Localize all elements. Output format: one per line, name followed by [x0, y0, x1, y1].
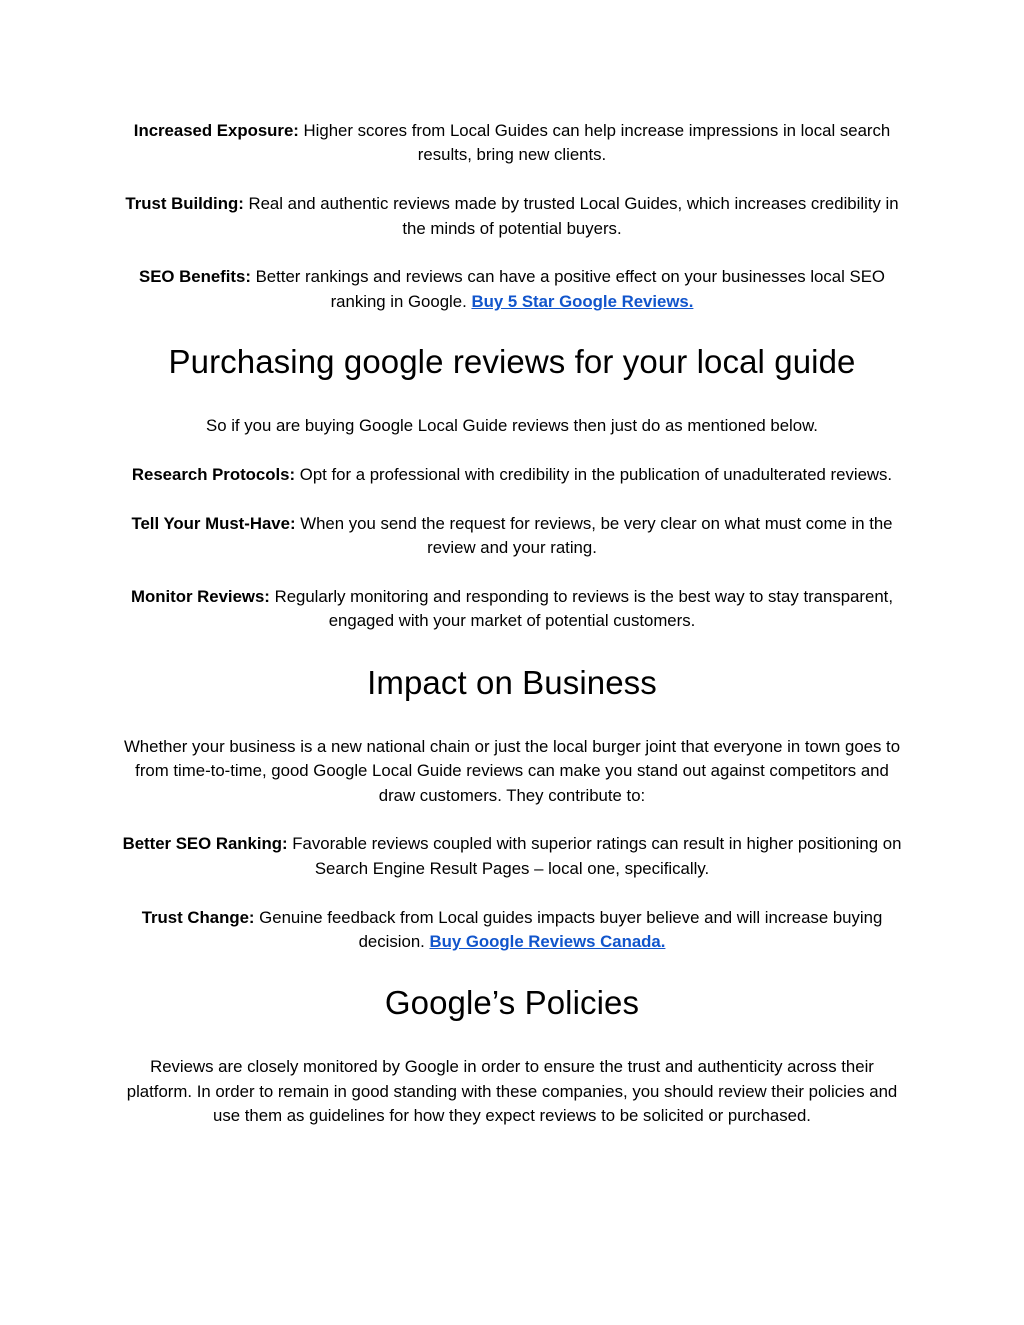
buy-reviews-canada-link[interactable]: Buy Google Reviews Canada. [429, 932, 666, 952]
trust-change-paragraph [122, 906, 902, 955]
seo-ranking-text: Favorable reviews coupled with superior ratings can result in higher positioning on Search Engine Result Pages – local one, specifically. [287, 834, 902, 878]
impact-heading: Impact on Business [367, 663, 657, 701]
seo-benefits-text: Better rankings and reviews can have a positive effect on your businesses local SEO ranking in Google. [250, 267, 885, 311]
buy-5-star-reviews-link[interactable]: Buy 5 Star Google Reviews. [471, 291, 694, 311]
monitor-reviews-text: Regularly monitoring and responding to reviews is the best way to stay transparent, engaged with your market of potential customers. [269, 587, 894, 631]
exposure-paragraph [122, 119, 902, 168]
purchasing-intro: So if you are buying Google Local Guide reviews then just do as mentioned below. [206, 416, 818, 436]
policies-heading: Google’s Policies [384, 984, 640, 1022]
research-protocols-text: Opt for a professional with credibility in the publication of unadulterated reviews. [295, 465, 893, 485]
impact-intro: Whether your business is a new national chain or just the local burger joint that everyone in town goes to from time-to-time, good Google Local Guide reviews can make you stand out against competitors and draw customers. They contribute to: [123, 736, 901, 805]
seo-benefits-label: SEO Benefits: [139, 267, 251, 287]
must-have-label: Tell Your Must-Have: [131, 513, 296, 533]
must-have-text: When you send the request for reviews, be very clear on what must come in the review and your rating. [295, 513, 893, 558]
trust-building-paragraph [122, 192, 902, 241]
research-protocols-label: Research Protocols: [131, 465, 296, 485]
seo-ranking-label: Better SEO Ranking: [122, 834, 288, 854]
seo-ranking-paragraph [122, 832, 902, 881]
monitor-reviews-paragraph [122, 585, 902, 634]
trust-change-text: Genuine feedback from Local guides impacts buyer believe and will increase buying decision. [254, 907, 883, 952]
trust-building-text: Real and authentic reviews made by trusted Local Guides, which increases credibility in the minds of potential buyers. [243, 194, 899, 238]
purchasing-heading: Purchasing google reviews for your local guide [168, 343, 856, 381]
exposure-label: Increased Exposure: [133, 121, 299, 140]
policies-paragraph: Reviews are closely monitored by Google in order to ensure the trust and authenticity across their platform. In order to remain in good standing with these companies, you should review their policies and use them as guidelines for how they expect reviews to be solicited or purchased. [126, 1057, 898, 1126]
monitor-reviews-label: Monitor Reviews: [130, 587, 270, 607]
research-protocols-paragraph [122, 463, 902, 487]
seo-benefits-paragraph [122, 265, 902, 314]
exposure-text: Higher scores from Local Guides can help increase impressions in local search results, bring new clients. [298, 121, 891, 165]
must-have-paragraph [122, 512, 902, 561]
trust-change-label: Trust Change: [141, 907, 255, 927]
trust-building-label: Trust Building: [125, 194, 244, 214]
